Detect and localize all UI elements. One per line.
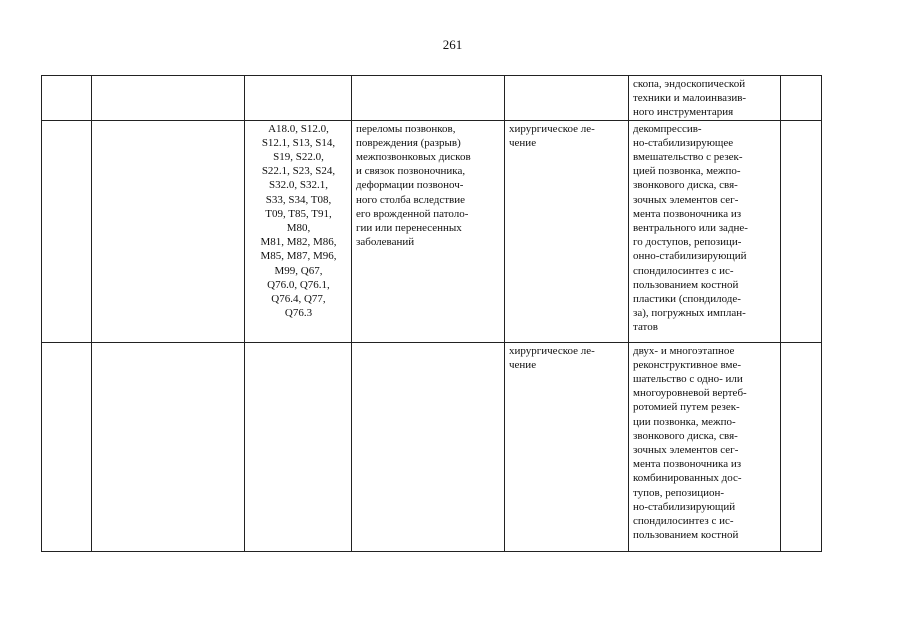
- cell-text-line: переломы позвонков,: [356, 122, 456, 135]
- cell-text-line: Q76.4, Q77,: [271, 293, 326, 306]
- cell-text-line: вентрального или задне-: [633, 222, 748, 235]
- cell-text-line: S19, S22.0,: [273, 151, 324, 164]
- page-number: 261: [442, 37, 463, 52]
- cell-text-line: цией позвонка, межпо-: [633, 165, 741, 178]
- row-number-cell: [42, 120, 92, 342]
- cell-text-line: S22.1, S23, S24,: [261, 165, 336, 178]
- cell-text-line: A18.0, S12.0,: [268, 122, 329, 135]
- cell-text-line: хирургическое ле-: [509, 344, 595, 357]
- cell-text-line: мента позвоночника из: [633, 207, 742, 220]
- cell-text-line: чение: [509, 136, 537, 149]
- cell-text-line: Q76.0, Q76.1,: [267, 278, 330, 291]
- cell-text-line: декомпрессив-: [633, 122, 702, 135]
- extra-cell: [781, 342, 822, 551]
- extra-cell: [781, 76, 822, 121]
- cell-text-line: M80,: [286, 222, 311, 235]
- extra-cell: [781, 120, 822, 342]
- cell-text-line: пользованием костной: [633, 278, 739, 291]
- cell-text-line: звонкового диска, свя-: [633, 179, 738, 192]
- cell-text-line: его врожденной патоло-: [356, 207, 469, 220]
- cell-text-line: ного столба вследствие: [356, 193, 465, 206]
- cell-text-line: гии или перенесенных: [356, 222, 462, 235]
- cell-text-line: го доступов, репозици-: [633, 236, 742, 249]
- cell-text-line: S32.0, S32.1,: [269, 179, 328, 192]
- cell-text-line: повреждения (разрыв): [356, 136, 461, 149]
- cell-text-line: зочных элементов сег-: [633, 193, 739, 206]
- diagnosis-cell: [352, 76, 505, 121]
- cell-text-line: спондилосинтез с ис-: [633, 264, 734, 277]
- cell-text-line: ного инструментария: [633, 106, 734, 119]
- cell-text-line: ции позвонка, межпо-: [633, 415, 736, 428]
- icd-codes-cell: [245, 342, 352, 551]
- cell-text-line: но-стабилизирующее: [633, 136, 734, 149]
- method-cell: [629, 342, 781, 551]
- cell-text-line: онно-стабилизирующий: [633, 250, 747, 263]
- table-row: [42, 76, 822, 121]
- treatment-type-cell: [505, 76, 629, 121]
- diagnosis-cell: [352, 120, 505, 342]
- cell-text-line: межпозвонковых дисков: [356, 151, 471, 164]
- cell-text-line: двух- и многоэтапное: [633, 344, 735, 357]
- cell-text-line: спондилосинтез с ис-: [633, 515, 734, 528]
- cell-text-line: M81, M82, M86,: [260, 236, 337, 249]
- cell-text-line: пластики (спондилоде-: [633, 293, 741, 306]
- cell-text-line: S33, S34, T08,: [265, 193, 332, 206]
- cell-text-line: зочных элементов сег-: [633, 444, 739, 457]
- table-row: [42, 342, 822, 551]
- profile-cell: [92, 76, 245, 121]
- method-cell: [629, 76, 781, 121]
- cell-text-line: заболеваний: [356, 236, 415, 249]
- table-body: [42, 76, 822, 552]
- cell-text-line: многоуровневой вертеб-: [633, 387, 747, 400]
- cell-text-line: реконструктивное вме-: [633, 358, 741, 371]
- profile-cell: [92, 120, 245, 342]
- cell-text-line: T09, T85, T91,: [265, 207, 332, 220]
- cell-text-line: татов: [633, 321, 658, 334]
- treatment-type-cell: [505, 120, 629, 342]
- cell-text-line: тупов, репозицион-: [633, 486, 725, 499]
- cell-text-line: S12.1, S13, S14,: [261, 136, 336, 149]
- cell-text-line: техники и малоинвазив-: [633, 92, 747, 105]
- cell-text-line: и связок позвоночника,: [356, 165, 466, 178]
- cell-text-line: M99, Q67,: [274, 264, 323, 277]
- method-cell: [629, 120, 781, 342]
- cell-text-line: чение: [509, 358, 537, 371]
- cell-text-line: пользованием костной: [633, 529, 739, 542]
- cell-text-line: вмешательство с резек-: [633, 151, 743, 164]
- cell-text-line: за), погружных имплан-: [633, 307, 746, 320]
- profile-cell: [92, 342, 245, 551]
- cell-text-line: мента позвоночника из: [633, 458, 742, 471]
- cell-text-line: шательство с одно- или: [633, 373, 743, 386]
- cell-text-line: звонкового диска, свя-: [633, 429, 738, 442]
- table-row: [42, 120, 822, 342]
- cell-text-line: комбинированных дос-: [633, 472, 742, 485]
- cell-text-line: но-стабилизирующий: [633, 500, 736, 513]
- cell-text-line: скопа, эндоскопической: [633, 78, 746, 90]
- icd-codes-cell: [245, 76, 352, 121]
- cell-text-line: M85, M87, M96,: [260, 250, 337, 263]
- cell-text-line: хирургическое ле-: [509, 122, 595, 135]
- cell-text-line: ротомией путем резек-: [633, 401, 740, 414]
- row-number-cell: [42, 342, 92, 551]
- icd-codes-cell: [245, 120, 352, 342]
- cell-text-line: деформации позвоноч-: [356, 179, 464, 192]
- treatment-type-cell: [505, 342, 629, 551]
- diagnosis-cell: [352, 342, 505, 551]
- cell-text-line: Q76.3: [284, 307, 313, 320]
- row-number-cell: [42, 76, 92, 121]
- medical-table: [41, 75, 822, 552]
